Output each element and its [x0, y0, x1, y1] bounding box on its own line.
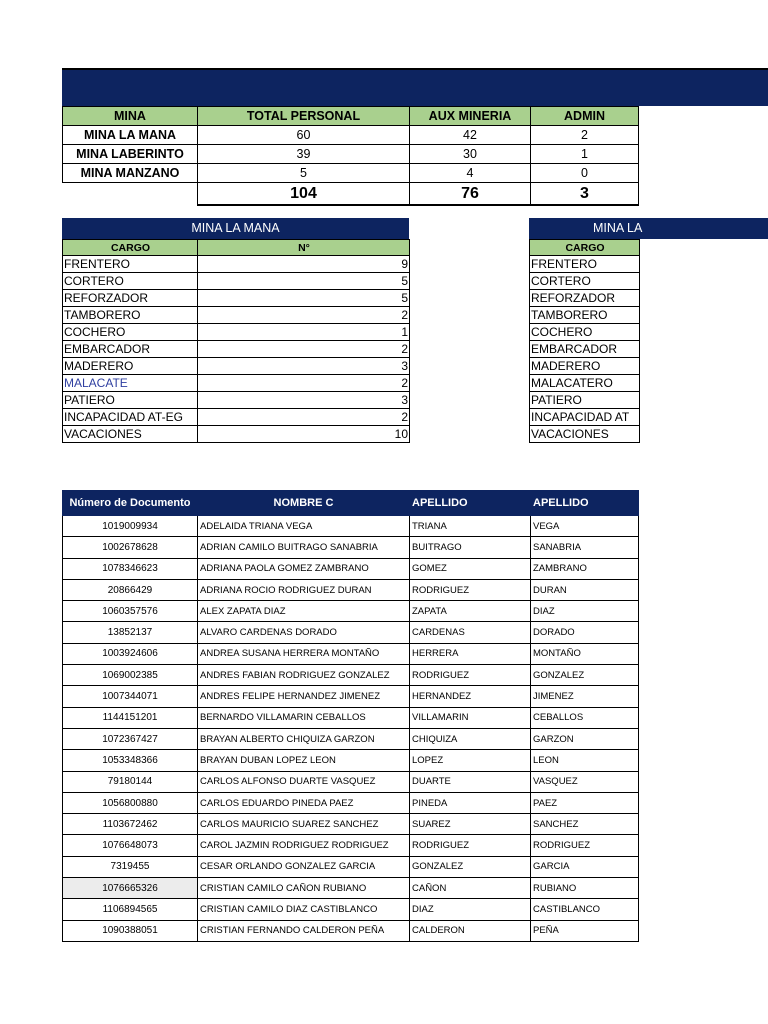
first-surname-cell[interactable]: LOPEZ — [410, 750, 531, 771]
first-surname-cell[interactable]: HERNANDEZ — [410, 686, 531, 707]
document-number-cell[interactable]: 79180144 — [63, 771, 198, 792]
first-surname-cell[interactable]: SUAREZ — [410, 814, 531, 835]
staff-row — [63, 856, 639, 877]
cargo-cell[interactable]: MALACATE — [63, 375, 198, 392]
second-surname-cell[interactable]: VASQUEZ — [531, 771, 639, 792]
full-name-cell[interactable]: CARLOS EDUARDO PINEDA PAEZ — [198, 792, 410, 813]
cargo-cell[interactable]: COCHERO — [530, 324, 640, 341]
cargo-row — [530, 273, 640, 290]
document-number-cell[interactable]: 1106894565 — [63, 899, 198, 920]
staff-table — [62, 490, 639, 942]
second-surname-cell[interactable]: GARZON — [531, 728, 639, 749]
totals-aux-cell[interactable]: 76 — [410, 183, 531, 206]
staff-row — [63, 920, 639, 941]
first-surname-cell[interactable]: CHIQUIZA — [410, 728, 531, 749]
cargo-cell[interactable]: EMBARCADOR — [530, 341, 640, 358]
second-surname-cell[interactable]: DURAN — [531, 579, 639, 600]
cargo-cell[interactable]: MADERERO — [63, 358, 198, 375]
second-surname-cell[interactable]: CEBALLOS — [531, 707, 639, 728]
mina-la-mana-table — [62, 239, 410, 443]
cargo-row — [63, 358, 410, 375]
full-name-cell[interactable]: CESAR ORLANDO GONZALEZ GARCIA — [198, 856, 410, 877]
second-surname-cell[interactable]: ZAMBRANO — [531, 558, 639, 579]
staff-row — [63, 622, 639, 643]
first-surname-cell[interactable]: GOMEZ — [410, 558, 531, 579]
document-number-cell[interactable]: 1103672462 — [63, 814, 198, 835]
first-surname-cell[interactable]: RODRIGUEZ — [410, 665, 531, 686]
staff-row — [63, 643, 639, 664]
count-header[interactable]: N° — [198, 240, 410, 256]
first-surname-cell[interactable]: PINEDA — [410, 792, 531, 813]
count-cell[interactable]: 2 — [198, 307, 410, 324]
cargo-row — [530, 426, 640, 443]
document-number-cell[interactable]: 1069002385 — [63, 665, 198, 686]
cargo-row — [530, 256, 640, 273]
staff-row — [63, 728, 639, 749]
document-number-cell[interactable]: 20866429 — [63, 579, 198, 600]
document-number-cell[interactable]: 1019009934 — [63, 516, 198, 537]
staff-row — [63, 665, 639, 686]
mina-name-cell[interactable]: MINA LABERINTO — [63, 145, 198, 164]
header-nombre[interactable]: NOMBRE C — [198, 491, 410, 516]
document-number-cell[interactable]: 1060357576 — [63, 601, 198, 622]
full-name-cell[interactable]: ADRIAN CAMILO BUITRAGO SANABRIA — [198, 537, 410, 558]
count-cell[interactable]: 3 — [198, 392, 410, 409]
cargo-row — [530, 409, 640, 426]
first-surname-cell[interactable]: BUITRAGO — [410, 537, 531, 558]
total-personal-cell[interactable]: 60 — [198, 126, 410, 145]
full-name-cell[interactable]: BRAYAN ALBERTO CHIQUIZA GARZON — [198, 728, 410, 749]
count-cell[interactable]: 1 — [198, 324, 410, 341]
cargo-cell[interactable]: FRENTERO — [530, 256, 640, 273]
full-name-cell[interactable]: ADRIANA PAOLA GOMEZ ZAMBRANO — [198, 558, 410, 579]
first-surname-cell[interactable]: VILLAMARIN — [410, 707, 531, 728]
header-aux-mineria[interactable]: AUX MINERIA — [410, 107, 531, 126]
summary-banner — [62, 68, 768, 106]
cargo-row — [530, 290, 640, 307]
cargo-row — [63, 426, 410, 443]
cargo-row — [63, 341, 410, 358]
staff-row — [63, 601, 639, 622]
header-mina[interactable]: MINA — [63, 107, 198, 126]
total-personal-cell[interactable]: 39 — [198, 145, 410, 164]
full-name-cell[interactable]: ANDRES FABIAN RODRIGUEZ GONZALEZ — [198, 665, 410, 686]
staff-row — [63, 899, 639, 920]
aux-mineria-cell[interactable]: 30 — [410, 145, 531, 164]
document-number-cell[interactable]: 1053348366 — [63, 750, 198, 771]
mina-name-cell[interactable]: MINA MANZANO — [63, 164, 198, 183]
full-name-cell[interactable]: ALVARO CARDENAS DORADO — [198, 622, 410, 643]
cargo-cell[interactable]: FRENTERO — [63, 256, 198, 273]
second-surname-cell[interactable]: RUBIANO — [531, 878, 639, 899]
document-number-cell[interactable]: 1090388051 — [63, 920, 198, 941]
full-name-cell[interactable]: CARLOS MAURICIO SUAREZ SANCHEZ — [198, 814, 410, 835]
second-surname-cell[interactable]: PEÑA — [531, 920, 639, 941]
full-name-cell[interactable]: BERNARDO VILLAMARIN CEBALLOS — [198, 707, 410, 728]
cargo-row — [63, 392, 410, 409]
cargo-cell[interactable]: PATIERO — [63, 392, 198, 409]
second-surname-cell[interactable]: CASTIBLANCO — [531, 899, 639, 920]
totals-blank-cell[interactable] — [63, 183, 198, 206]
cargo-cell[interactable]: MADERERO — [530, 358, 640, 375]
count-cell[interactable]: 2 — [198, 409, 410, 426]
document-number-cell[interactable]: 1072367427 — [63, 728, 198, 749]
cargo-cell[interactable]: INCAPACIDAD AT — [530, 409, 640, 426]
second-surname-cell[interactable]: JIMENEZ — [531, 686, 639, 707]
summary-table — [62, 106, 639, 206]
mina-la-table — [529, 239, 640, 443]
document-number-cell[interactable]: 1003924606 — [63, 643, 198, 664]
cargo-row — [530, 358, 640, 375]
first-surname-cell[interactable]: CALDERON — [410, 920, 531, 941]
cargo-cell[interactable]: REFORZADOR — [530, 290, 640, 307]
mina-name-cell[interactable]: MINA LA MANA — [63, 126, 198, 145]
cargo-header[interactable]: CARGO — [530, 240, 640, 256]
full-name-cell[interactable]: ANDRES FELIPE HERNANDEZ JIMENEZ — [198, 686, 410, 707]
staff-row — [63, 792, 639, 813]
totals-admin-cell[interactable]: 3 — [531, 183, 639, 206]
first-surname-cell[interactable]: HERRERA — [410, 643, 531, 664]
staff-row — [63, 878, 639, 899]
mina-la-mana-title[interactable]: MINA LA MANA — [62, 218, 409, 239]
header-apellido-1[interactable]: APELLIDO — [410, 491, 531, 516]
first-surname-cell[interactable]: GONZALEZ — [410, 856, 531, 877]
staff-row — [63, 686, 639, 707]
cargo-cell[interactable]: CORTERO — [63, 273, 198, 290]
cargo-cell[interactable]: EMBARCADOR — [63, 341, 198, 358]
full-name-cell[interactable]: CRISTIAN CAMILO DIAZ CASTIBLANCO — [198, 899, 410, 920]
summary-row — [63, 126, 639, 145]
count-cell[interactable]: 3 — [198, 358, 410, 375]
cargo-row — [63, 409, 410, 426]
second-surname-cell[interactable]: RODRIGUEZ — [531, 835, 639, 856]
staff-row — [63, 516, 639, 537]
document-number-cell[interactable]: 7319455 — [63, 856, 198, 877]
staff-row — [63, 771, 639, 792]
cargo-cell[interactable]: COCHERO — [63, 324, 198, 341]
full-name-cell[interactable]: CRISTIAN FERNANDO CALDERON PEÑA — [198, 920, 410, 941]
aux-mineria-cell[interactable]: 42 — [410, 126, 531, 145]
mina-la-title[interactable]: MINA LA — [529, 218, 768, 239]
total-personal-cell[interactable]: 5 — [198, 164, 410, 183]
full-name-cell[interactable]: ANDREA SUSANA HERRERA MONTAÑO — [198, 643, 410, 664]
mina-la-mana-block — [62, 218, 409, 443]
full-name-cell[interactable]: CARLOS ALFONSO DUARTE VASQUEZ — [198, 771, 410, 792]
second-surname-cell[interactable]: GONZALEZ — [531, 665, 639, 686]
cargo-row — [63, 256, 410, 273]
staff-row — [63, 814, 639, 835]
document-number-cell[interactable]: 1076665326 — [63, 878, 198, 899]
admin-cell[interactable]: 1 — [531, 145, 639, 164]
staff-row — [63, 558, 639, 579]
first-surname-cell[interactable]: CARDENAS — [410, 622, 531, 643]
cargo-row — [530, 392, 640, 409]
count-cell[interactable]: 10 — [198, 426, 410, 443]
totals-total-cell[interactable]: 104 — [198, 183, 410, 206]
second-surname-cell[interactable]: DORADO — [531, 622, 639, 643]
cargo-row — [63, 375, 410, 392]
cargo-row — [530, 341, 640, 358]
first-surname-cell[interactable]: TRIANA — [410, 516, 531, 537]
cargo-row — [63, 273, 410, 290]
document-number-cell[interactable]: 1056800880 — [63, 792, 198, 813]
count-cell[interactable]: 2 — [198, 375, 410, 392]
cargo-row — [63, 324, 410, 341]
second-surname-cell[interactable]: SANABRIA — [531, 537, 639, 558]
cargo-row — [530, 324, 640, 341]
first-surname-cell[interactable]: ZAPATA — [410, 601, 531, 622]
header-numero-documento[interactable]: Número de Documento — [63, 491, 198, 516]
full-name-cell[interactable]: BRAYAN DUBAN LOPEZ LEON — [198, 750, 410, 771]
full-name-cell[interactable]: CAROL JAZMIN RODRIGUEZ RODRIGUEZ — [198, 835, 410, 856]
cargo-cell[interactable]: INCAPACIDAD AT-EG — [63, 409, 198, 426]
cargo-header[interactable]: CARGO — [63, 240, 198, 256]
cargo-row — [530, 375, 640, 392]
first-surname-cell[interactable]: DIAZ — [410, 899, 531, 920]
cargo-cell[interactable]: CORTERO — [530, 273, 640, 290]
count-cell[interactable]: 9 — [198, 256, 410, 273]
totals-row — [63, 183, 639, 206]
cargo-row — [63, 307, 410, 324]
cargo-cell[interactable]: MALACATERO — [530, 375, 640, 392]
count-cell[interactable]: 5 — [198, 290, 410, 307]
document-number-cell[interactable]: 13852137 — [63, 622, 198, 643]
document-number-cell[interactable]: 1076648073 — [63, 835, 198, 856]
summary-row — [63, 145, 639, 164]
document-number-cell[interactable]: 1144151201 — [63, 707, 198, 728]
header-total-personal[interactable]: TOTAL PERSONAL — [198, 107, 410, 126]
cargo-cell[interactable]: TAMBORERO — [63, 307, 198, 324]
staff-row — [63, 537, 639, 558]
second-surname-cell[interactable]: LEON — [531, 750, 639, 771]
cargo-cell[interactable]: PATIERO — [530, 392, 640, 409]
admin-cell[interactable]: 0 — [531, 164, 639, 183]
second-surname-cell[interactable]: VEGA — [531, 516, 639, 537]
full-name-cell[interactable]: ADELAIDA TRIANA VEGA — [198, 516, 410, 537]
document-number-cell[interactable]: 1078346623 — [63, 558, 198, 579]
first-surname-cell[interactable]: RODRIGUEZ — [410, 579, 531, 600]
cargo-row — [63, 290, 410, 307]
document-number-cell[interactable]: 1002678628 — [63, 537, 198, 558]
second-surname-cell[interactable]: MONTAÑO — [531, 643, 639, 664]
summary-row — [63, 164, 639, 183]
first-surname-cell[interactable]: DUARTE — [410, 771, 531, 792]
staff-row — [63, 750, 639, 771]
second-surname-cell[interactable]: SANCHEZ — [531, 814, 639, 835]
count-cell[interactable]: 5 — [198, 273, 410, 290]
header-apellido-2[interactable]: APELLIDO — [531, 491, 639, 516]
count-cell[interactable]: 2 — [198, 341, 410, 358]
first-surname-cell[interactable]: CAÑON — [410, 878, 531, 899]
staff-row — [63, 707, 639, 728]
second-surname-cell[interactable]: DIAZ — [531, 601, 639, 622]
cargo-cell[interactable]: VACACIONES — [63, 426, 198, 443]
cargo-cell[interactable]: REFORZADOR — [63, 290, 198, 307]
mina-la-block-partial — [529, 218, 768, 443]
full-name-cell[interactable]: ALEX ZAPATA DIAZ — [198, 601, 410, 622]
document-number-cell[interactable]: 1007344071 — [63, 686, 198, 707]
first-surname-cell[interactable]: RODRIGUEZ — [410, 835, 531, 856]
cargo-cell[interactable]: TAMBORERO — [530, 307, 640, 324]
header-admin[interactable]: ADMIN — [531, 107, 639, 126]
admin-cell[interactable]: 2 — [531, 126, 639, 145]
second-surname-cell[interactable]: PAEZ — [531, 792, 639, 813]
cargo-row — [530, 307, 640, 324]
staff-row — [63, 835, 639, 856]
full-name-cell[interactable]: CRISTIAN CAMILO CAÑON RUBIANO — [198, 878, 410, 899]
second-surname-cell[interactable]: GARCIA — [531, 856, 639, 877]
staff-row — [63, 579, 639, 600]
cargo-cell[interactable]: VACACIONES — [530, 426, 640, 443]
aux-mineria-cell[interactable]: 4 — [410, 164, 531, 183]
full-name-cell[interactable]: ADRIANA ROCIO RODRIGUEZ DURAN — [198, 579, 410, 600]
